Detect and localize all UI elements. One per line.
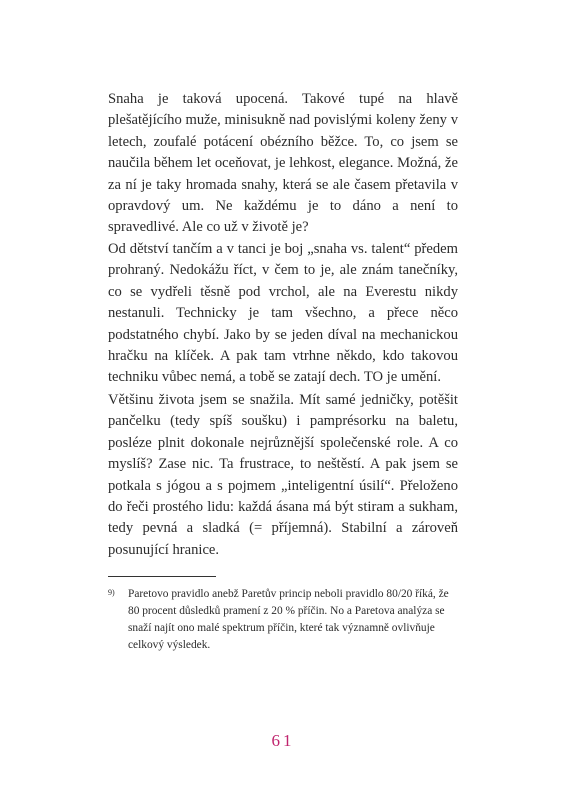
footnote-divider: [108, 576, 216, 577]
paragraph-2: Od dětství tančím a v tanci je boj „snaha vs. talent“ předem prohraný. Nedokážu říct, v čem to je, ale znám tanečníky, co se vydřeli těsně pod vrchol, ale na Everestu nikdy nestanuli. Technicky je tam všechno, a přece něco podstatného chybí. Jako by se jeden díval na mechanickou hračku na klíček. A pak tam vtrhne někdo, kdo takovou techniku vůbec nemá, a tobě se zatají dech. TO je umění.: [108, 241, 458, 386]
footnote-marker: 9): [108, 588, 115, 597]
footnote: [108, 586, 458, 654]
paragraph-3: Většinu života jsem se snažila. Mít samé jedničky, potěšit pančelku (tedy spíš soušku) i pamprésorku na baletu, posléze plnit dokonale nejrůznější společenské role. A co myslíš? Zase nic. Ta frustrace, to neštěstí. A pak jsem se potkala s jógou a s pojmem „inteligentní úsilí“. Přeloženo do řeči prostého lidu: každá ásana má být stiram a sukham, tedy pevná a sladká (= příjemná). Stabilní a zároveň posunující hranice.: [108, 392, 458, 558]
footnote-text: Paretovo pravidlo anebž Paretův princip neboli pravidlo 80/20 říká, že 80 procent důsledků pramení z 20 % příčin. No a Paretova analýza se snaží najít ono malé spektrum příčin, které tak významně ovlivňuje celkový výsledek.: [128, 588, 449, 651]
paragraph-1: Snaha je taková upocená. Takové tupé na hlavě plešatějícího muže, minisukně nad povislými koleny ženy v letech, zoufalé potácení obézního běžce. To, co jsem se naučila během let oceňovat, je lehkost, elegance. Možná, že za ní je taky hromada snahy, která se ale časem přetavila v opravdový um. Ne každému je to dáno a není to spravedlivé. Ale co už v životě je?: [108, 91, 458, 236]
page-number: 61: [271, 731, 295, 750]
